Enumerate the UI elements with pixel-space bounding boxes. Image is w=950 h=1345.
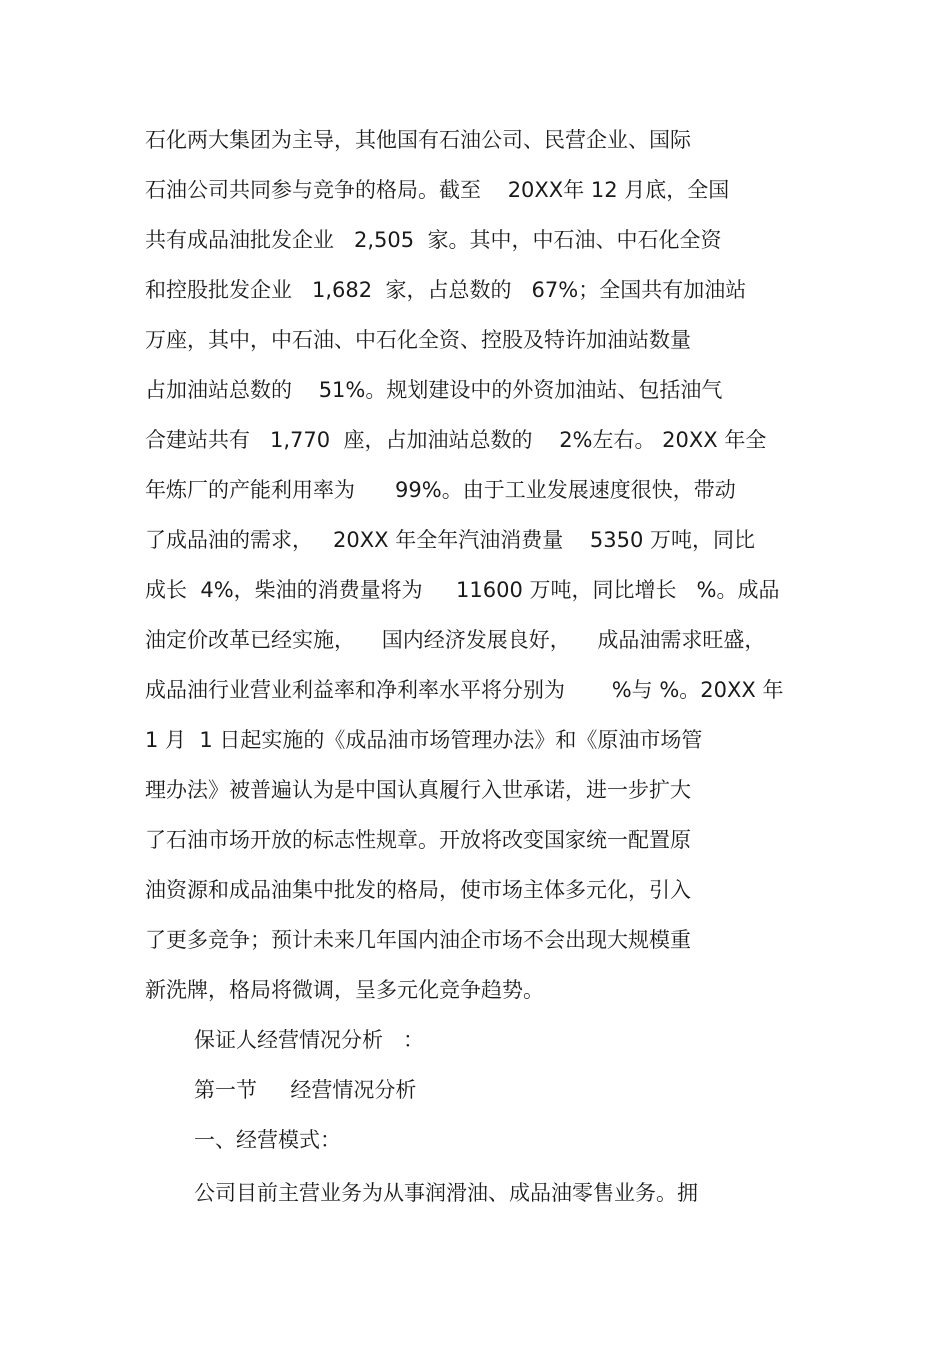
body-line: 油资源和成品油集中批发的格局，使市场主体多元化，引入 xyxy=(145,878,691,902)
body-line: 成长 4%，柴油的消费量将为 11600 万吨，同比增长 %。成品 xyxy=(145,578,780,602)
body-line: 占加油站总数的 51%。规划建设中的外资加油站、包括油气 xyxy=(145,378,723,402)
paragraph-line: 公司目前主营业务为从事润滑油、成品油零售业务。拥 xyxy=(194,1181,698,1205)
body-line: 和控股批发企业 1,682 家，占总数的 67%；全国共有加油站 xyxy=(145,278,747,302)
body-line: 万座，其中，中石油、中石化全资、控股及特许加油站数量 xyxy=(145,328,691,352)
body-line: 共有成品油批发企业 2,505 家。其中，中石油、中石化全资 xyxy=(145,228,722,252)
body-line: 了石油市场开放的标志性规章。开放将改变国家统一配置原 xyxy=(145,828,691,852)
heading-guarantor-analysis: 保证人经营情况分析 ： xyxy=(194,1028,425,1052)
body-line: 石化两大集团为主导，其他国有石油公司、民营企业、国际 xyxy=(145,128,691,152)
body-line: 理办法》被普遍认为是中国认真履行入世承诺，进一步扩大 xyxy=(145,778,691,802)
body-line: 油定价改革已经实施， 国内经济发展良好， 成品油需求旺盛， xyxy=(145,628,766,652)
body-line: 1 月 1 日起实施的《成品油市场管理办法》和《原油市场管 xyxy=(145,728,703,752)
heading-business-mode: 一、经营模式： xyxy=(194,1128,341,1152)
body-line: 合建站共有 1,770 座，占加油站总数的 2%左右。 20XX 年全 xyxy=(145,428,767,452)
body-line: 成品油行业营业利益率和净利率水平将分别为 %与 %。20XX 年 xyxy=(145,678,784,702)
heading-section-one: 第一节 经营情况分析 xyxy=(194,1078,417,1102)
body-line: 了更多竞争；预计未来几年国内油企市场不会出现大规模重 xyxy=(145,928,691,952)
body-line: 石油公司共同参与竞争的格局。截至 20XX年 12 月底，全国 xyxy=(145,178,730,202)
body-line: 了成品油的需求， 20XX 年全年汽油消费量 5350 万吨，同比 xyxy=(145,528,756,552)
body-line: 年炼厂的产能利用率为 99%。由于工业发展速度很快，带动 xyxy=(145,478,736,502)
body-line: 新洗牌，格局将微调，呈多元化竞争趋势。 xyxy=(145,978,544,1002)
